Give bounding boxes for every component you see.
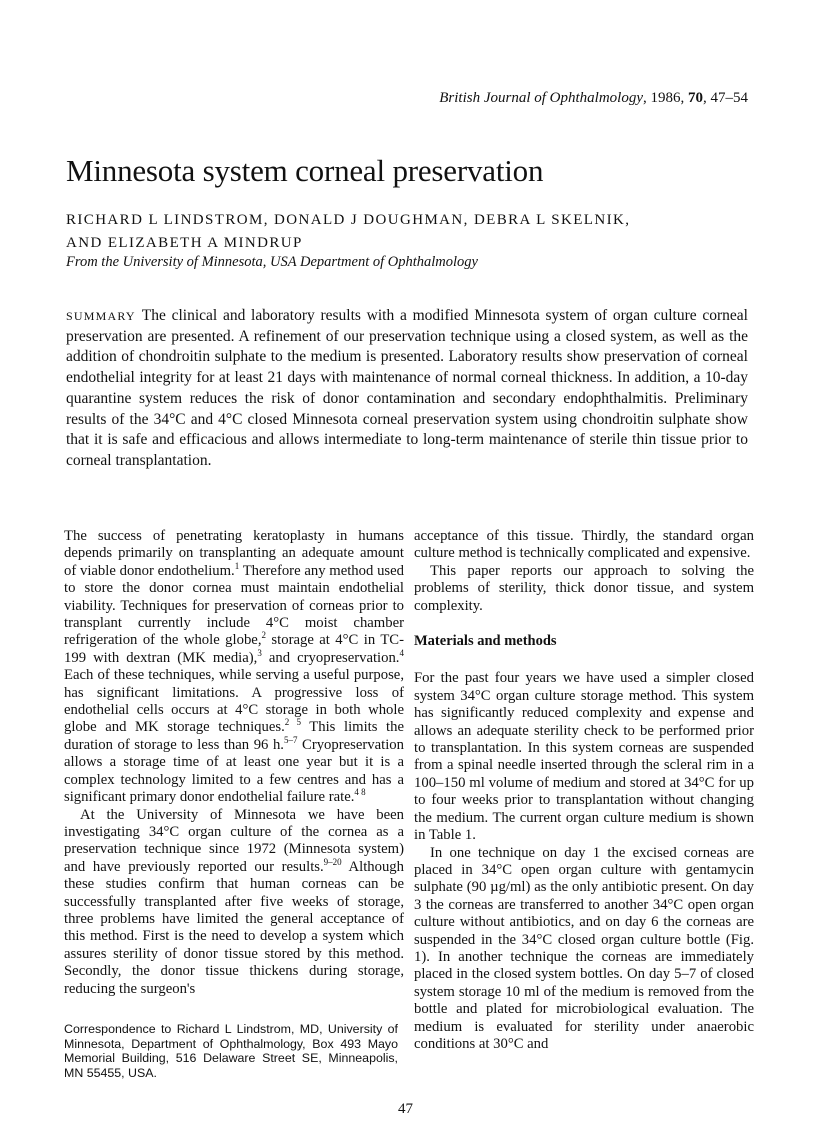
text-run: Cryopreservation allows a storage time of at least one year but it is a complex technology limited to a few centres and has a significant primary donor endothelial failure rate. bbox=[64, 736, 404, 806]
author-list bbox=[66, 209, 756, 255]
text-run: Therefore any method used to store the donor cornea must maintain endothelial viability. Techniques for preservation of corneas prior to transplant currently include 4°C moist chamber refrigeration of the whole globe, bbox=[64, 562, 404, 649]
right-column bbox=[414, 528, 754, 1053]
text-run: Each of these techniques, while serving a useful purpose, has significant limitations. A progressive loss of endothelial cells occurs at 4°C storage in both whole globe and MK storage techniques. bbox=[64, 667, 404, 736]
summary-abstract bbox=[66, 306, 748, 472]
text-run: This limits the duration of storage to less than 96 h. bbox=[64, 719, 404, 753]
text-run: and cryopreservation. bbox=[261, 649, 400, 666]
left-column bbox=[64, 528, 404, 998]
summary-label: SUMMARY bbox=[66, 309, 136, 323]
section-heading-methods: Materials and methods bbox=[414, 633, 557, 650]
methods-paragraph-2: In one technique on day 1 the excised corneas are placed in 34°C open organ culture with gentamycin sulphate (90 µg/ml) as the only antibiotic present. On day 3 the corneas are transferred to another 34°C open organ culture without antibiotics, and on day 6 the corneas are suspended in the 34°C closed organ culture bottle (Fig. 1). In another technique the corneas are immediately placed in the closed system bottles. On day 5–7 of closed system storage 10 ml of the medium is removed from the bottle and plated for microbiological evaluation. The medium is evaluated for sterility under anaerobic conditions at 30°C and bbox=[414, 844, 754, 1052]
article-title: Minnesota system corneal preservation bbox=[66, 153, 544, 188]
citation-ref: 4 8 bbox=[354, 787, 366, 798]
authors-line-1: RICHARD L LINDSTROM, DONALD J DOUGHMAN, DEBRA L SKELNIK, bbox=[66, 212, 631, 228]
text-run: At the University of Minnesota we have been investigating 34°C organ culture of the cornea as a preservation technique since 1972 (Minnesota system) and have previously reported our results. bbox=[64, 806, 404, 875]
methods-paragraph-1: For the past four years we have used a simpler closed system 34°C organ culture storage method. This system has significantly reduced complexity and expense and allows an adequate sterility check to be performed prior to transplantation. In this system corneas are suspended from a spinal needle inserted through the scleral rim in a 100–150 ml volume of medium and stored at 34°C for up to four weeks prior to transplantation without changing the medium. The current organ culture medium is shown in Table 1. bbox=[414, 670, 754, 844]
text-run: Although these studies confirm that human corneas can be successfully transplanted after five weeks of storage, three problems have limited the general acceptance of this method. First is the need to develop a system which assures sterility of donor tissue stored by this method. Secondly, the donor tissue thickens during storage, reducing the surgeon's bbox=[64, 858, 404, 997]
intro-paragraph-4: This paper reports our approach to solving the problems of sterility, thick donor tissue, and system complexity. bbox=[414, 562, 754, 614]
citation-ref: 9–20 bbox=[323, 856, 342, 867]
intro-paragraph-1 bbox=[64, 528, 404, 807]
citation-ref: 5–7 bbox=[283, 734, 298, 745]
journal-name: British Journal of Ophthalmology bbox=[439, 90, 643, 106]
journal-citation bbox=[439, 90, 748, 107]
citation-ref: 3 bbox=[257, 647, 262, 658]
affiliation: From the University of Minnesota, USA Department of Ophthalmology bbox=[66, 254, 478, 270]
summary-text: The clinical and laboratory results with a modified Minnesota system of organ culture corneal preservation are presented. A refinement of our preservation technique using a closed system, as well as the addition of chondroitin sulphate to the medium is presented. Laboratory results show preservation of corneal endothelial integrity for at least 21 days with maintenance of normal corneal thickness. In addition, a 10-day quarantine system reduces the risk of donor contamination and secondary endophthalmitis. Preliminary results of the 34°C and 4°C closed Minnesota corneal preservation system using chondroitin sulphate show that it is safe and efficacious and allows intermediate to long-term maintenance of sterile thin tissue prior to corneal transplantation. bbox=[66, 307, 748, 469]
intro-paragraph-2 bbox=[64, 807, 404, 998]
journal-year: , 1986, bbox=[643, 90, 688, 106]
citation-ref: 1 bbox=[234, 560, 240, 571]
citation-ref: 2 5 bbox=[284, 717, 301, 728]
journal-pages: , 47–54 bbox=[703, 90, 748, 106]
text-run: storage at 4°C in TC-199 with dextran (MK media), bbox=[64, 632, 404, 666]
intro-paragraph-3: acceptance of this tissue. Thirdly, the standard organ culture method is technically complicated and expensive. bbox=[414, 528, 754, 562]
page-number: 47 bbox=[398, 1101, 413, 1117]
journal-volume: 70 bbox=[688, 90, 703, 106]
text-run: The success of penetrating keratoplasty in humans depends primarily on transplanting an adequate amount of viable donor endothelium. bbox=[64, 528, 404, 579]
citation-ref: 2 bbox=[261, 630, 266, 641]
authors-line-2: AND ELIZABETH A MINDRUP bbox=[66, 235, 303, 251]
citation-ref: 4 bbox=[399, 647, 404, 658]
correspondence-footnote: Correspondence to Richard L Lindstrom, MD, University of Minnesota, Department of Ophthalmology, Box 493 Mayo Memorial Building, 516 Delaware Street SE, Minneapolis, MN 55455, USA. bbox=[64, 1022, 398, 1080]
